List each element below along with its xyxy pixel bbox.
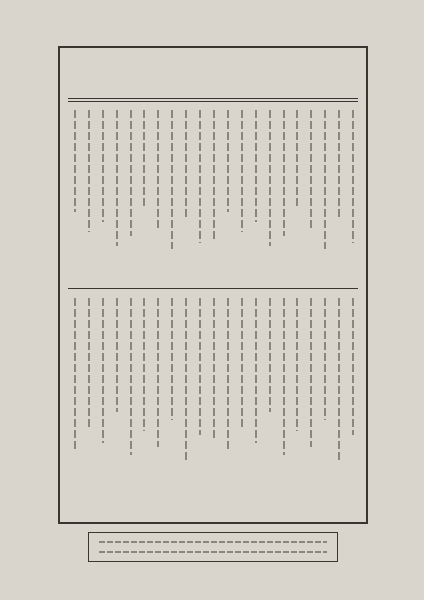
entry-column xyxy=(305,298,317,494)
entry-column xyxy=(333,298,345,494)
upper-entry-list xyxy=(68,110,360,280)
entry-column xyxy=(305,110,317,280)
notice-line xyxy=(99,541,327,543)
entry-title xyxy=(241,298,243,427)
entry-title xyxy=(283,298,285,455)
entry-title xyxy=(338,110,340,219)
catalog-page xyxy=(58,46,368,578)
entry-column xyxy=(264,110,276,280)
entry-title xyxy=(157,110,159,229)
entry-column xyxy=(194,298,206,494)
entry-column xyxy=(291,110,303,280)
notice-line xyxy=(99,551,327,553)
entry-title xyxy=(255,110,257,222)
entry-column xyxy=(222,110,234,280)
entry-title xyxy=(324,110,326,249)
entry-column xyxy=(166,298,178,494)
entry-title xyxy=(255,298,257,443)
entry-column xyxy=(194,110,206,280)
entry-title xyxy=(269,110,271,246)
entry-column xyxy=(83,110,95,280)
entry-column xyxy=(83,298,95,494)
entry-title xyxy=(338,298,340,463)
entry-column xyxy=(138,110,150,280)
entry-column xyxy=(236,110,248,280)
entry-column xyxy=(278,298,290,494)
entry-column xyxy=(166,110,178,280)
entry-title xyxy=(296,298,298,431)
entry-title xyxy=(116,298,118,412)
entry-column xyxy=(152,110,164,280)
entry-column xyxy=(333,110,345,280)
section-divider xyxy=(68,288,358,289)
entry-title xyxy=(269,298,271,412)
entry-title xyxy=(296,110,298,209)
entry-column xyxy=(69,110,81,280)
entry-title xyxy=(130,298,132,455)
entry-column xyxy=(69,298,81,494)
entry-column xyxy=(250,110,262,280)
entry-title xyxy=(143,298,145,431)
entry-column xyxy=(111,110,123,280)
entry-title xyxy=(74,110,76,212)
entry-title xyxy=(130,110,132,236)
entry-title xyxy=(88,110,90,232)
entry-column xyxy=(208,110,220,280)
entry-column xyxy=(319,298,331,494)
title-rule-double xyxy=(68,101,358,102)
entry-column xyxy=(208,298,220,494)
entry-column xyxy=(97,298,109,494)
entry-column xyxy=(180,110,192,280)
entry-column xyxy=(125,110,137,280)
entry-title xyxy=(199,298,201,435)
entry-title xyxy=(171,110,173,249)
entry-title xyxy=(213,298,215,439)
entry-column xyxy=(152,298,164,494)
entry-title xyxy=(199,110,201,243)
entry-column xyxy=(278,110,290,280)
lower-entry-list xyxy=(68,298,360,494)
page-frame xyxy=(58,46,368,524)
entry-title xyxy=(116,110,118,246)
entry-title xyxy=(324,298,326,420)
entry-column xyxy=(222,298,234,494)
entry-column xyxy=(347,110,359,280)
entry-title xyxy=(185,110,187,219)
entry-column xyxy=(138,298,150,494)
entry-title xyxy=(143,110,145,209)
entry-title xyxy=(352,298,354,435)
entry-column xyxy=(111,298,123,494)
entry-column xyxy=(125,298,137,494)
entry-column xyxy=(319,110,331,280)
entry-title xyxy=(310,298,312,447)
title-rule xyxy=(68,98,358,99)
entry-column xyxy=(180,298,192,494)
entry-title xyxy=(310,110,312,229)
entry-title xyxy=(171,298,173,420)
entry-column xyxy=(347,298,359,494)
entry-title xyxy=(283,110,285,236)
notice-box xyxy=(88,532,338,562)
entry-title xyxy=(88,298,90,427)
entry-title xyxy=(241,110,243,232)
entry-title xyxy=(74,298,76,451)
entry-title xyxy=(102,298,104,443)
entry-title xyxy=(227,110,229,212)
entry-column xyxy=(264,298,276,494)
entry-title xyxy=(352,110,354,243)
entry-title xyxy=(185,298,187,463)
entry-column xyxy=(97,110,109,280)
entry-column xyxy=(236,298,248,494)
entry-column xyxy=(291,298,303,494)
entry-title xyxy=(213,110,215,239)
entry-title xyxy=(157,298,159,447)
entry-title xyxy=(227,298,229,451)
entry-title xyxy=(102,110,104,222)
entry-column xyxy=(250,298,262,494)
